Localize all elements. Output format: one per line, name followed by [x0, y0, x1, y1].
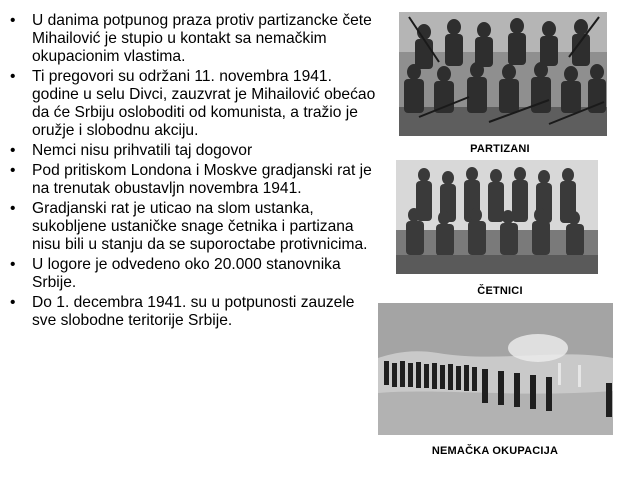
bullet-item-4 — [8, 162, 380, 198]
partizani-photo — [399, 12, 607, 136]
bullet-item-3 — [8, 142, 380, 160]
bullet-text: Pod pritiskom Londona i Moskve gradjanski rat je na trenutak obustavljn novembra 1941. — [32, 162, 372, 197]
bullet-dot: • — [10, 294, 16, 311]
bullet-text: Nemci nisu prihvatili taj dogovor — [32, 142, 253, 159]
bullet-dot: • — [10, 256, 16, 273]
bullet-dot: • — [10, 12, 16, 29]
bullet-list — [8, 12, 380, 332]
okupacija-photo — [378, 303, 613, 435]
group-photo-icon — [396, 160, 598, 274]
bullet-dot: • — [10, 142, 16, 159]
execution-scene-icon — [378, 303, 613, 435]
cetnici-photo — [396, 160, 598, 274]
caption-okupacija: NEMAČKA OKUPACIJA — [431, 445, 559, 457]
bullet-dot: • — [10, 68, 16, 85]
bullet-item-6 — [8, 256, 380, 292]
bullet-text: Gradjanski rat je uticao na slom ustanka, sukobljene ustaničke snage četnika i partizana nisu bili u stanju da se suporoctabe protivnicima. — [32, 200, 368, 253]
bullet-text: U danima potpunog praza protiv partizancke čete Mihailović je stupio u kontakt sa nemačkim okupacionim vlastima. — [32, 12, 372, 65]
bullet-item-1 — [8, 12, 380, 66]
caption-cetnici: ČETNICI — [477, 285, 523, 297]
bullet-item-5 — [8, 200, 380, 254]
group-photo-icon — [399, 12, 607, 136]
bullet-text: Do 1. decembra 1941. su u potpunosti zauzele sve slobodne teritorije Srbije. — [32, 294, 355, 329]
bullet-dot: • — [10, 162, 16, 179]
bullet-item-2 — [8, 68, 380, 140]
caption-partizani: PARTIZANI — [470, 143, 530, 155]
bullet-text: Ti pregovori su održani 11. novembra 1941. godine u selu Divci, zauzvrat je Mihailović obećao da će Srbiju osloboditi od komunista, a tražio je oružje i slobodnu akciju. — [32, 68, 376, 139]
bullet-text: U logore je odvedeno oko 20.000 stanovnika Srbije. — [32, 256, 341, 291]
bullet-dot: • — [10, 200, 16, 217]
bullet-item-7 — [8, 294, 380, 330]
